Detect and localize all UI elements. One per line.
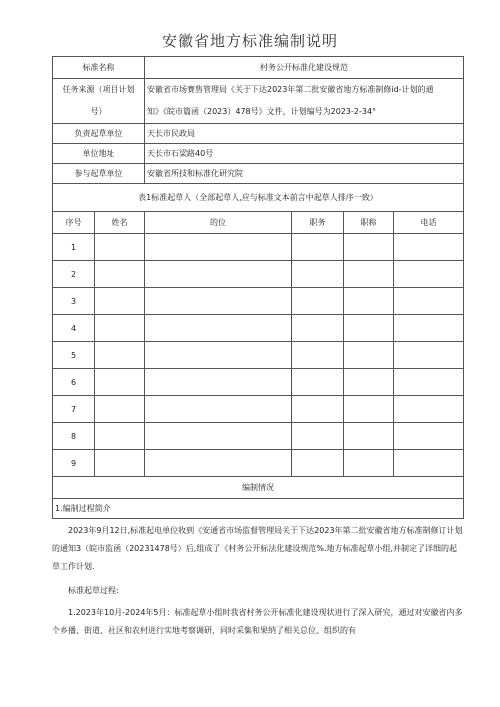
cell-title	[344, 423, 394, 450]
unit-address-value: 天长市石梁路40号	[145, 144, 464, 164]
participant-unit-label: 参与起草单位	[53, 164, 145, 184]
leader-unit-value: 天长市民政局	[145, 124, 464, 144]
row-participant-unit	[53, 164, 464, 184]
row-number: 9	[53, 450, 95, 477]
paragraph-process-step-1: 1.2023年10月-2024年5月：标准起草小组时我省村务公开标准化建设现状进行了深入研究，通过对安徽省内多个乡播、街道、社区和农村进行实地考察调研，同时采集和果纳了相关总位、组织的有	[52, 608, 463, 635]
cell-name	[95, 450, 145, 477]
cell-phone	[394, 234, 464, 261]
cell-unit	[145, 396, 292, 423]
cell-position	[292, 234, 344, 261]
task-source-value	[145, 79, 464, 124]
cell-phone	[394, 288, 464, 315]
table-row	[53, 342, 464, 369]
cell-position	[292, 315, 344, 342]
row-unit-address	[53, 144, 464, 164]
cell-position	[292, 261, 344, 288]
row-standard-name	[53, 57, 464, 79]
cell-unit	[145, 261, 292, 288]
cell-name	[95, 234, 145, 261]
header-unit: 的位	[145, 212, 292, 234]
cell-name	[95, 261, 145, 288]
drafters-caption: 表1标准起草人（全部起草人,应与标准文本前言中起草人排序一致）	[53, 184, 464, 212]
header-position: 职务	[292, 212, 344, 234]
row-number: 8	[53, 423, 95, 450]
cell-phone	[394, 342, 464, 369]
cell-phone	[394, 450, 464, 477]
header-title: 职称	[344, 212, 394, 234]
row-number: 6	[53, 369, 95, 396]
drafters-header-row	[53, 212, 464, 234]
task-source-label-line1: 任务来源（项目计划	[62, 85, 135, 94]
cell-position	[292, 450, 344, 477]
standard-name-label: 标准名称	[53, 57, 145, 79]
row-situation-heading	[53, 477, 464, 499]
cell-title	[344, 369, 394, 396]
task-source-label-line2: 号）	[90, 107, 107, 116]
page-title: 安徽省地方标准编制说明	[161, 32, 338, 50]
cell-unit	[145, 315, 292, 342]
row-drafters-caption	[53, 184, 464, 212]
table-row	[53, 369, 464, 396]
header-seq: 序号	[53, 212, 95, 234]
standard-info-table	[52, 56, 464, 519]
cell-unit	[145, 342, 292, 369]
table-row	[53, 450, 464, 477]
row-number: 5	[53, 342, 95, 369]
table-row	[53, 423, 464, 450]
task-source-label	[53, 79, 145, 124]
table-row	[53, 315, 464, 342]
cell-name	[95, 315, 145, 342]
cell-title	[344, 315, 394, 342]
participant-unit-value: 安徽省所技和标准化研究院	[145, 164, 464, 184]
cell-position	[292, 288, 344, 315]
cell-name	[95, 342, 145, 369]
cell-phone	[394, 423, 464, 450]
leader-unit-label: 负责起草单位	[53, 124, 145, 144]
row-task-source	[53, 79, 464, 124]
cell-title	[344, 450, 394, 477]
standard-name-value: 村务公开标准化建设规范	[145, 57, 464, 79]
cell-position	[292, 369, 344, 396]
cell-phone	[394, 315, 464, 342]
cell-unit	[145, 288, 292, 315]
cell-name	[95, 396, 145, 423]
header-phone: 电话	[394, 212, 464, 234]
table-row	[53, 288, 464, 315]
cell-position	[292, 342, 344, 369]
row-number: 3	[53, 288, 95, 315]
unit-address-label: 单位地址	[53, 144, 145, 164]
task-source-value-line1: 安徽省市场赛售管理局《关于下达2023年第二批安徽省地方标准制修id-计划的通	[147, 85, 434, 94]
cell-title	[344, 396, 394, 423]
body-text	[52, 522, 463, 640]
header-name: 姓名	[95, 212, 145, 234]
cell-name	[95, 369, 145, 396]
paragraph-process-heading: 标准起草过程:	[68, 586, 119, 595]
row-number: 1	[53, 234, 95, 261]
process-subheading: 1.编制过程简介	[53, 499, 464, 519]
table-row	[53, 396, 464, 423]
row-process-subheading	[53, 499, 464, 519]
paragraph-notice: 2023年9月12日,标准起电单位收到《安通省市场监督管理局关于下达2023年第二批安徽省地方标准制修订计划的通知3（皖市监函（20231478号）后,组成了《村务公开标法化建设规范%.地方标准起草小组,并制定了详细的起草工作计划.	[52, 526, 463, 571]
cell-title	[344, 234, 394, 261]
cell-title	[344, 342, 394, 369]
cell-unit	[145, 450, 292, 477]
row-number: 7	[53, 396, 95, 423]
cell-position	[292, 396, 344, 423]
cell-title	[344, 261, 394, 288]
row-number: 4	[53, 315, 95, 342]
row-number: 2	[53, 261, 95, 288]
situation-heading: 编制情况	[53, 477, 464, 499]
cell-unit	[145, 369, 292, 396]
cell-unit	[145, 234, 292, 261]
cell-unit	[145, 423, 292, 450]
cell-title	[344, 288, 394, 315]
table-row	[53, 234, 464, 261]
row-leader-unit	[53, 124, 464, 144]
cell-name	[95, 423, 145, 450]
cell-phone	[394, 261, 464, 288]
task-source-value-line2: 知》《皖市篇函（2023）478号》文件，计划编号为2023-2-34°	[147, 107, 377, 116]
table-row	[53, 261, 464, 288]
cell-position	[292, 423, 344, 450]
cell-name	[95, 288, 145, 315]
cell-phone	[394, 369, 464, 396]
cell-phone	[394, 396, 464, 423]
